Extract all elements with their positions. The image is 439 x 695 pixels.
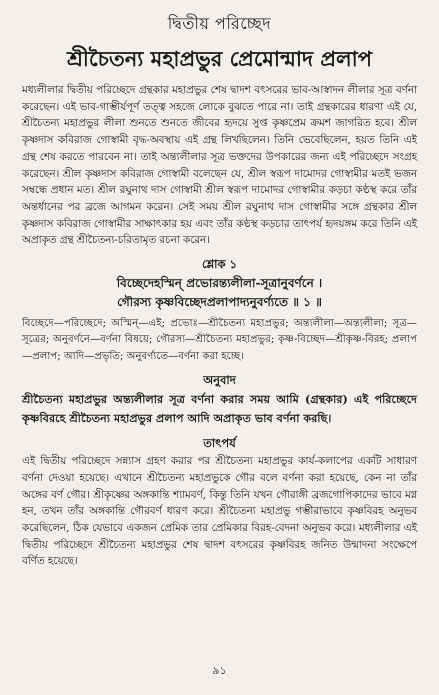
translation-text: শ্রীচৈতন্য মহাপ্রভুর অন্ত্যলীলার সূত্র বর্ণনা করার সময় আমি (গ্রন্থকার) এই পরিচ্ছেদে কৃষ্ণবিরহে শ্রীচৈতন্য মহাপ্রভুর প্রলাপ আদি অপ্রাকৃত ভাব বর্ণনা করছি। [22,392,417,426]
chapter-heading: দ্বিতীয় পরিচ্ছেদ [167,14,272,33]
verse-heading: শ্লোক ১ [201,257,238,272]
word-meanings: বিচ্ছেদে—পরিচ্ছেদে; অস্মিন্—এই; প্রভোঃ—শ্রীচৈতন্য মহাপ্রভুর; অন্ত্যলীলা—অন্ত্যলীলা; সূত্র—সূত্রের; অনুবর্ণনে—বর্ণনা বিষয়ে; গৌরস্য—শ্রীচৈতন্য মহাপ্রভুর; কৃষ্ণ-বিচ্ছেদ—শ্রীকৃষ্ণ-বিরহ; প্রলাপ—প্রলাপ; আদি—প্রভৃতি; অনুবর্ণ্যতে—বর্ণনা করা হচ্ছে। [22,318,417,362]
purport-paragraph: এই দ্বিতীয় পরিচ্ছেদে সন্ন্যাস গ্রহণ করার পর শ্রীচৈতন্য মহাপ্রভুর কার্য-কলাপের একটি সাধারণ বর্ণনা দেওয়া হয়েছে। এখানে শ্রীচৈতন্য মহাপ্রভুকে গৌর বলে বর্ণনা করা হয়েছে, কেন না তাঁর অঙ্গের বর্ণ গৌর। শ্রীকৃষ্ণের অঙ্গকান্তি শ্যামবর্ণ, কিন্তু তিনি যখন গৌরাঙ্গী ব্রজগোপিকাদের ভাবে মগ্ন হন, তখন তাঁর অঙ্গকান্তি গৌরবর্ণ ধারণ করে। শ্রীচৈতন্য মহাপ্রভু গম্ভীরাভাবে কৃষ্ণবিরহ অনুভব করেছিলেন, ঠিক যেভাবে একজন প্রেমিক তার প্রেমিকার বিরহ-বেদনা অনুভব করে। মধ্যলীলার এই দ্বিতীয় পরিচ্ছেদে শ্রীচৈতন্য মহাপ্রভুর শেষ দ্বাদশ বৎসরের কৃষ্ণবিরহ জনিত উন্মাদনা সংক্ষেপে বর্ণিত হয়েছে। [22,455,417,568]
verse-line-1: বিচ্ছেদেহস্মিন্ প্রভোরন্ত্যলীলা-সূত্রানুবর্ণনে । [116,276,323,291]
purport-heading: তাৎপর্য [203,436,236,451]
intro-paragraph: মধ্যলীলার দ্বিতীয় পরিচ্ছেদে গ্রন্থকার মহাপ্রভুর শেষ দ্বাদশ বৎসরের ভাব-আস্বাদন লীলার সূত্র বর্ণনা করেছেন। এই ভাব-গাম্ভীর্যপূর্ণ তত্ত্ব সহজে লোকে বুঝতে পারে না। তাই গ্রন্থকারের ধারণা এই যে, শ্রীচৈতন্য মহাপ্রভুর লীলা শুনতে শুনতে জীবের হৃদয়ে সুপ্ত কৃষ্ণপ্রেম ক্রমশ জাগরিত হবে। শ্রীল কৃষ্ণদাস কবিরাজ গোস্বামী বৃদ্ধ-অবস্থায় এই গ্রন্থ লিখছিলেন। তিনি ভেবেছিলেন, হয়ত তিনি এই গ্রন্থ শেষ করতে পারবেন না। তাই অন্ত্যলীলার সূত্র ভক্তদের উপকারের জন্য এই পরিচ্ছেদে সংগ্রহ করেছেন। শ্রীল কৃষ্ণদাস কবিরাজ গোস্বামী বলেছেন যে, শ্রীল স্বরূপ দামোদর গোস্বামীর মতই ভজন সম্বন্ধে প্রধান মত। শ্রীল রঘুনাথ দাস গোস্বামী শ্রীল স্বরূপ দামোদর গোস্বামীর কড়চা কণ্ঠস্থ করে তাঁর অন্তর্ধানের পর ব্রজে আগমন করেন। সেই সময় শ্রীল রঘুনাথ দাস গোস্বামীর সঙ্গে গ্রন্থকার শ্রীল কৃষ্ণদাস কবিরাজ গোস্বামীর সাক্ষাৎকার হয় এবং তাঁর কণ্ঠস্থ কড়চার তাৎপর্য হৃদয়ঙ্গম করে তিনি এই অপ্রাকৃত গ্রন্থ শ্রীচৈতন্য-চরিতামৃত রচনা করেন। [22,84,417,247]
chapter-title: শ্রীচৈতন্য মহাপ্রভুর প্রেমোন্মাদ প্রলাপ [66,46,373,71]
page-number: ৯১ [212,664,227,677]
translation-heading: অনুবাদ [203,373,236,388]
verse-line-2: গৌরস্য কৃষ্ণবিচ্ছেদপ্রলাপাদ্যনুবর্ণ্যতে ॥ ১ ॥ [117,295,322,310]
